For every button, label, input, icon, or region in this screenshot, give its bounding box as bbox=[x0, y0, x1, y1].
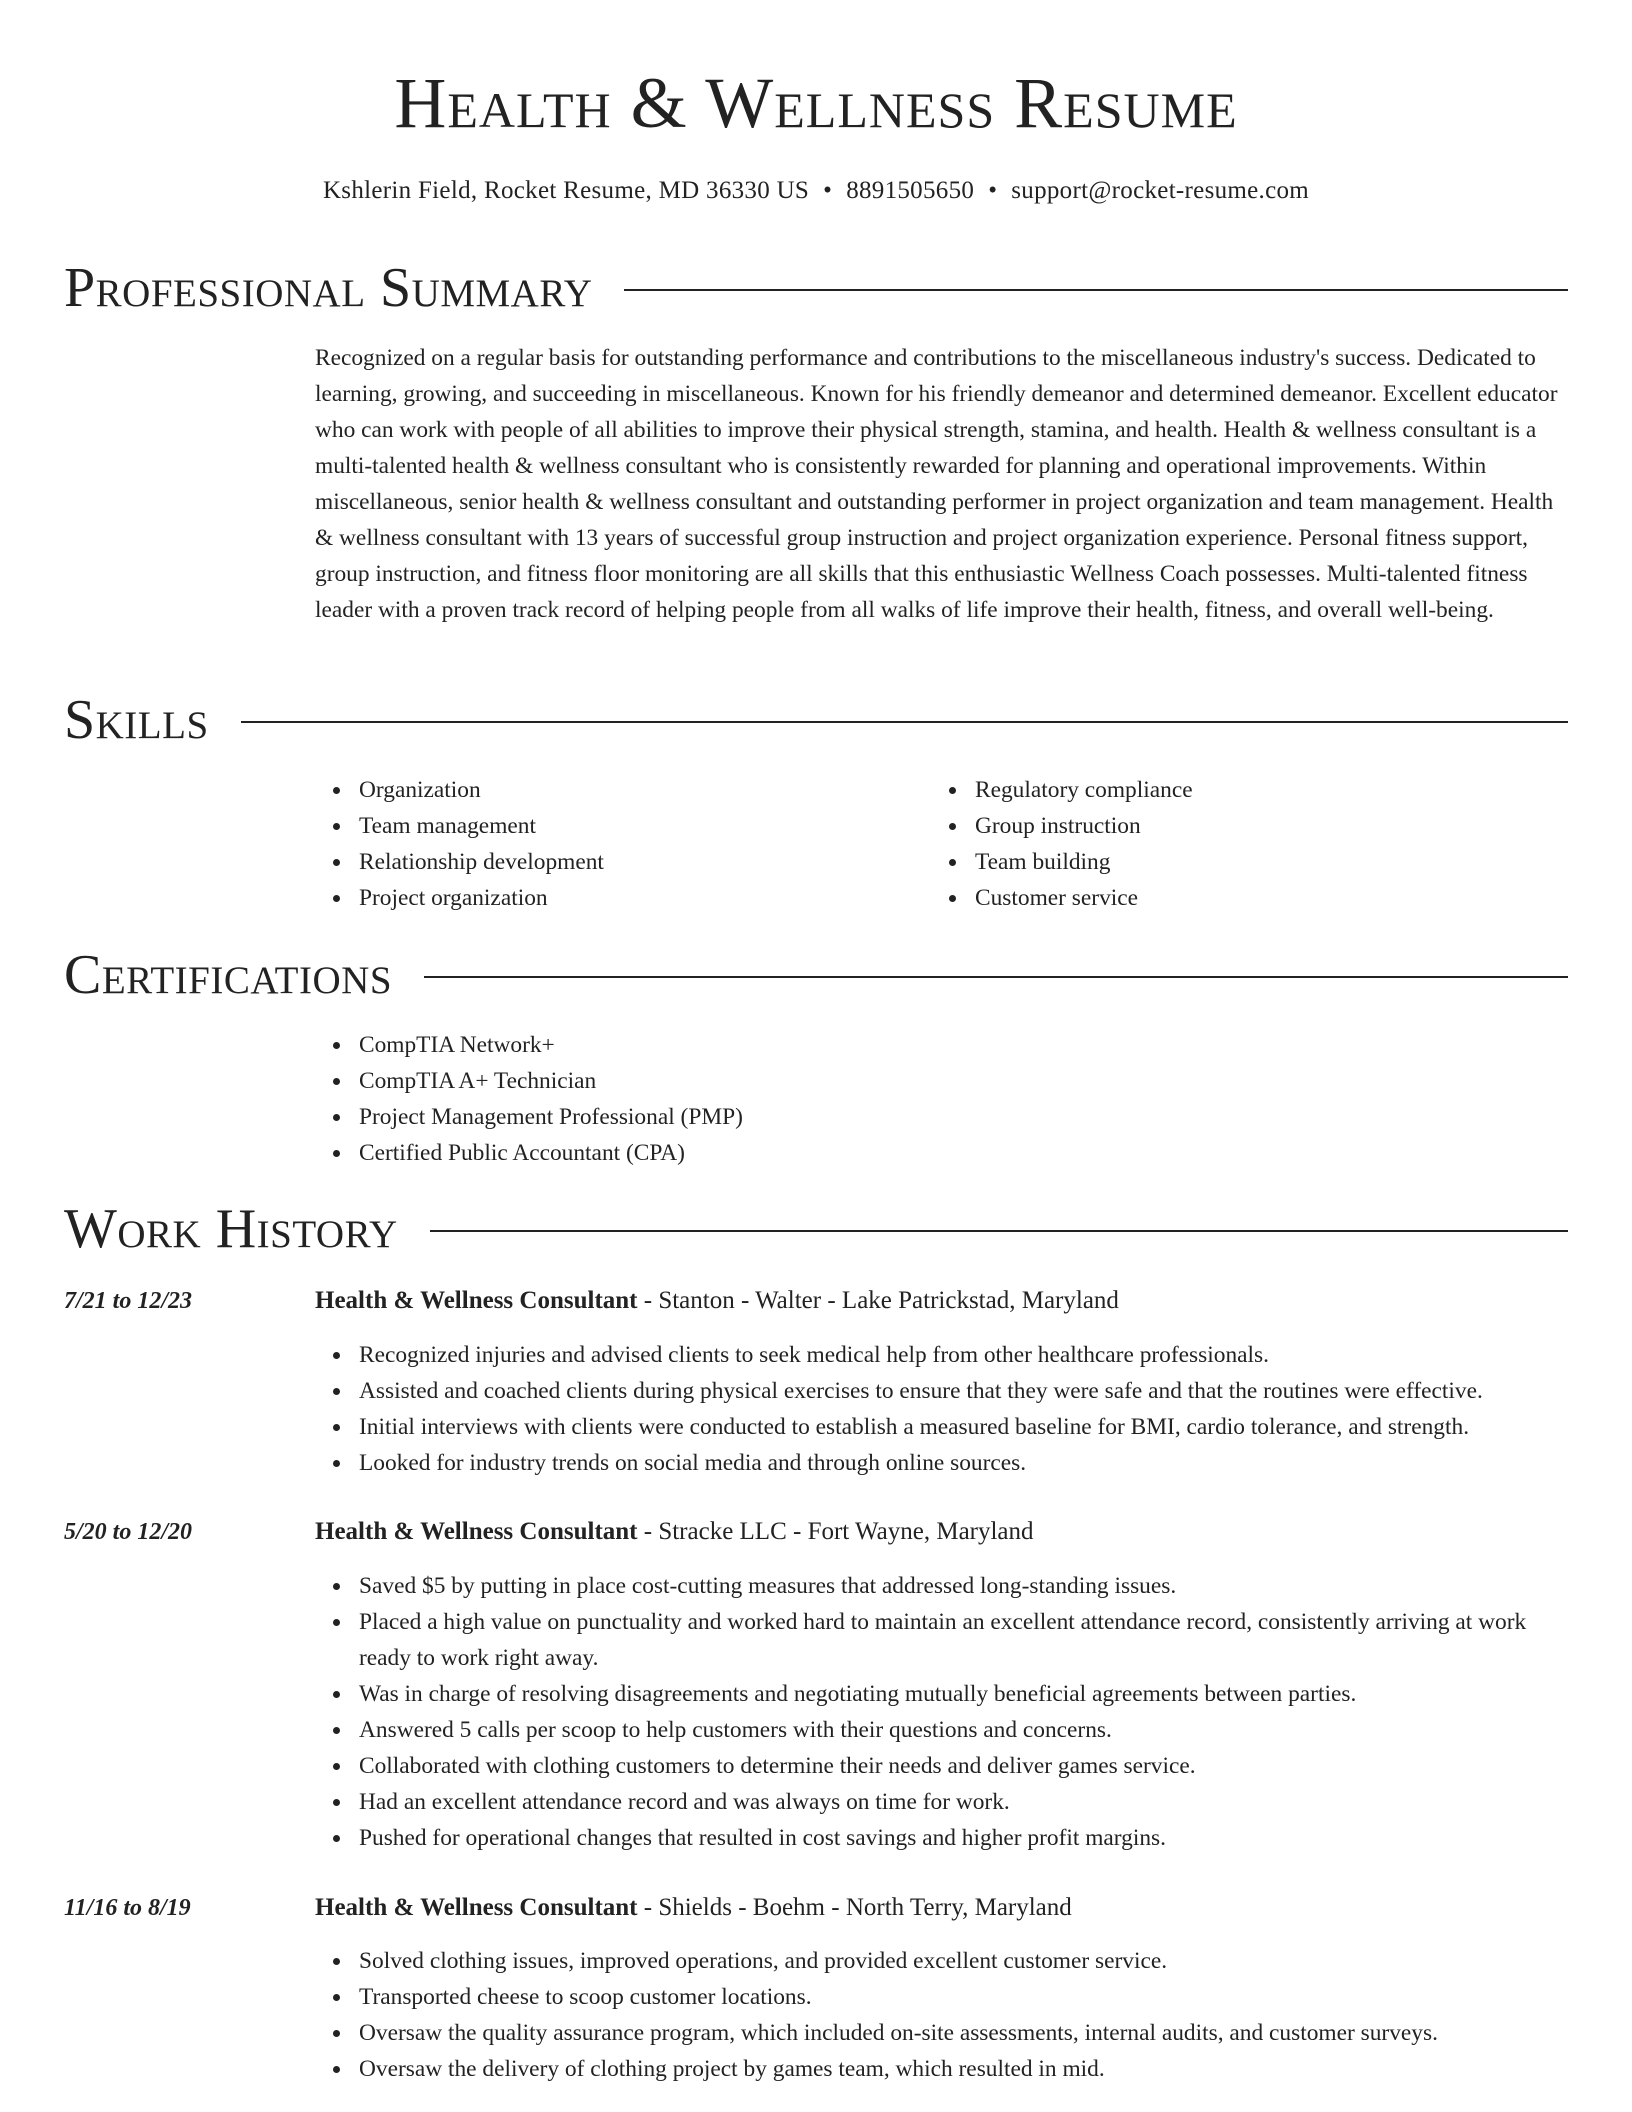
job-title: Health & Wellness Consultant bbox=[315, 1287, 638, 1314]
skill-item: Group instruction bbox=[975, 808, 1491, 844]
summary-section-heading bbox=[64, 256, 1568, 320]
duty-item: Had an excellent attendance record and was always on time for work. bbox=[359, 1784, 1575, 1820]
skills-column-right bbox=[931, 772, 1491, 916]
certification-item: Project Management Professional (PMP) bbox=[359, 1099, 1115, 1135]
resume-title: Health & Wellness Resume bbox=[394, 63, 1238, 143]
skill-item: Team management bbox=[359, 808, 875, 844]
section-divider bbox=[430, 1230, 1568, 1232]
certifications-block bbox=[315, 1027, 1115, 1171]
job-title: Health & Wellness Consultant bbox=[315, 1894, 638, 1921]
section-divider bbox=[241, 721, 1568, 723]
certification-item: Certified Public Accountant (CPA) bbox=[359, 1135, 1115, 1171]
duty-item: Saved $5 by putting in place cost-cutting measures that addressed long-standing issues. bbox=[359, 1568, 1575, 1604]
certifications-heading: Certifications bbox=[64, 944, 393, 1006]
certifications-list bbox=[315, 1027, 1115, 1171]
contact-separator: • bbox=[823, 177, 833, 204]
duty-item: Transported cheese to scoop customer locations. bbox=[359, 1979, 1575, 2015]
skill-item: Organization bbox=[359, 772, 875, 808]
job-dates: 11/16 to 8/19 bbox=[64, 1895, 191, 1921]
job-heading bbox=[315, 1514, 1034, 1550]
work-history-section-heading bbox=[64, 1197, 1568, 1261]
job-duties bbox=[315, 1337, 1575, 1481]
job-heading bbox=[315, 1283, 1119, 1319]
job-employer-location: - Stracke LLC - Fort Wayne, Maryland bbox=[637, 1518, 1034, 1545]
skills-list-left bbox=[315, 772, 875, 916]
contact-email: support@rocket-resume.com bbox=[1011, 177, 1310, 204]
job-dates: 7/21 to 12/23 bbox=[64, 1288, 193, 1314]
contact-separator: • bbox=[988, 177, 998, 204]
summary-text: Recognized on a regular basis for outstanding performance and contributions to the miscellaneous industry's success. Dedicated to learning, growing, and succeeding in miscellaneous. Known for his friendly demeanor and determined demeanor. Excellent educator who can work with people of all abilities to improve their physical strength, stamina, and health. Health & wellness consultant is a multi-talented health & wellness consultant who is consistently rewarded for planning and operational improvements. Within miscellaneous, senior health & wellness consultant and outstanding performer in project organization and team management. Health & wellness consultant with 13 years of successful group instruction and project organization experience. Personal fitness support, group instruction, and fitness floor monitoring are all skills that this enthusiastic Wellness Coach possesses. Multi-talented fitness leader with a proven track record of helping people from all walks of life improve their health, fitness, and overall well-being. bbox=[315, 345, 1558, 623]
section-divider bbox=[424, 976, 1568, 978]
certification-item: CompTIA Network+ bbox=[359, 1027, 1115, 1063]
job-duties bbox=[315, 1568, 1575, 1856]
duty-item: Looked for industry trends on social media and through online sources. bbox=[359, 1445, 1575, 1481]
duty-item: Initial interviews with clients were conducted to establish a measured baseline for BMI, cardio tolerance, and strength. bbox=[359, 1409, 1575, 1445]
certification-item: CompTIA A+ Technician bbox=[359, 1063, 1115, 1099]
skills-section-heading bbox=[64, 688, 1568, 752]
skills-heading: Skills bbox=[64, 689, 209, 751]
duty-item: Solved clothing issues, improved operations, and provided excellent customer service. bbox=[359, 1943, 1575, 1979]
skill-item: Project organization bbox=[359, 880, 875, 916]
section-divider bbox=[624, 289, 1568, 291]
summary-heading: Professional Summary bbox=[64, 257, 593, 319]
job-heading bbox=[315, 1890, 1072, 1926]
duty-item: Assisted and coached clients during physical exercises to ensure that they were safe and that the routines were effective. bbox=[359, 1373, 1575, 1409]
skills-list-right bbox=[931, 772, 1491, 916]
job-title: Health & Wellness Consultant bbox=[315, 1518, 638, 1545]
duty-item: Collaborated with clothing customers to determine their needs and deliver games service. bbox=[359, 1748, 1575, 1784]
job-duties-list bbox=[315, 1943, 1575, 2087]
work-history-heading: Work History bbox=[64, 1198, 398, 1260]
skill-item: Regulatory compliance bbox=[975, 772, 1491, 808]
skill-item: Team building bbox=[975, 844, 1491, 880]
contact-phone: 8891505650 bbox=[846, 177, 975, 204]
duty-item: Was in charge of resolving disagreements and negotiating mutually beneficial agreements between parties. bbox=[359, 1676, 1575, 1712]
contact-line bbox=[0, 174, 1632, 208]
job-duties-list bbox=[315, 1337, 1575, 1481]
skills-column-left bbox=[315, 772, 875, 916]
duty-item: Pushed for operational changes that resulted in cost savings and higher profit margins. bbox=[359, 1820, 1575, 1856]
skill-item: Customer service bbox=[975, 880, 1491, 916]
job-dates: 5/20 to 12/20 bbox=[64, 1519, 193, 1545]
contact-address: Kshlerin Field, Rocket Resume, MD 36330 US bbox=[322, 177, 810, 204]
job-duties-list bbox=[315, 1568, 1575, 1856]
job-employer-location: - Shields - Boehm - North Terry, Maryland bbox=[637, 1894, 1072, 1921]
duty-item: Placed a high value on punctuality and worked hard to maintain an excellent attendance record, consistently arriving at work ready to work right away. bbox=[359, 1604, 1575, 1676]
duty-item: Oversaw the quality assurance program, which included on-site assessments, internal audits, and customer surveys. bbox=[359, 2015, 1575, 2051]
skill-item: Relationship development bbox=[359, 844, 875, 880]
duty-item: Oversaw the delivery of clothing project by games team, which resulted in mid. bbox=[359, 2051, 1575, 2087]
job-duties bbox=[315, 1943, 1575, 2087]
duty-item: Recognized injuries and advised clients to seek medical help from other healthcare professionals. bbox=[359, 1337, 1575, 1373]
job-employer-location: - Stanton - Walter - Lake Patrickstad, Maryland bbox=[637, 1287, 1119, 1314]
certifications-section-heading bbox=[64, 943, 1568, 1007]
duty-item: Answered 5 calls per scoop to help customers with their questions and concerns. bbox=[359, 1712, 1575, 1748]
